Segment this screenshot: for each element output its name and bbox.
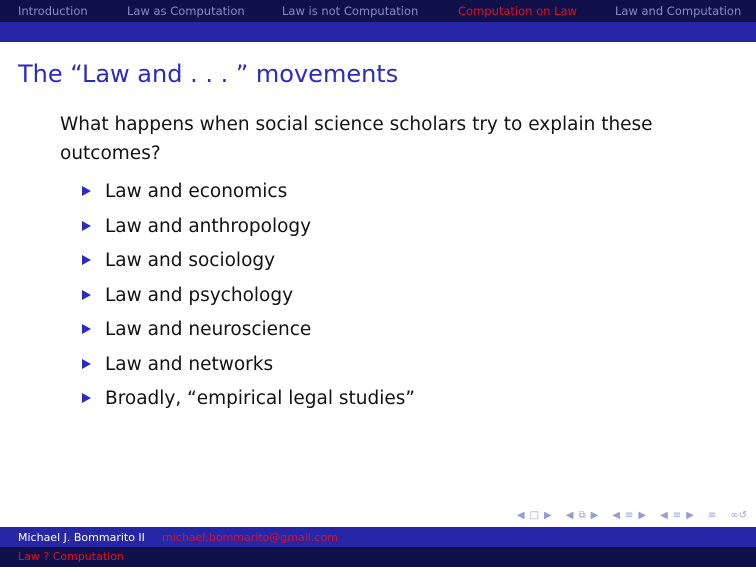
bullet-triangle-icon (82, 255, 91, 265)
slide-icon[interactable]: □ (529, 509, 540, 521)
beamer-navigation-controls (516, 508, 748, 522)
bullet-text: Law and economics (105, 181, 288, 202)
bullet-triangle-icon (82, 393, 91, 403)
bullet-triangle-icon (82, 324, 91, 334)
navigation-strip (0, 22, 756, 42)
slide-intro-text: What happens when social science scholars try to explain these outcomes? (60, 114, 653, 164)
list-item (78, 212, 415, 247)
list-item (78, 384, 415, 419)
footer-presentation-title: Law ? Computation (18, 550, 124, 563)
bullet-triangle-icon (82, 290, 91, 300)
align-icon[interactable]: ≡ (707, 509, 717, 521)
nav-item-law-is-not-computation[interactable]: Law is not Computation (282, 4, 419, 18)
next-section-arrow-icon[interactable]: ▶ (686, 509, 694, 521)
list-item (78, 281, 415, 316)
list-item (78, 177, 415, 212)
nav-item-law-and-computation[interactable]: Law and Computation (615, 4, 742, 18)
nav-item-law-as-computation[interactable]: Law as Computation (127, 4, 245, 18)
search-icon[interactable]: ∞↺ (730, 509, 747, 521)
prev-section-arrow-icon[interactable]: ◀ (660, 509, 668, 521)
bullet-text: Broadly, “empirical legal studies” (105, 388, 416, 409)
bullet-text: Law and networks (105, 353, 274, 375)
slide-title: The “Law and . . . ” movements (18, 60, 399, 88)
bullet-text: Law and neuroscience (105, 319, 312, 340)
subsection-icon[interactable]: ≡ (625, 509, 634, 521)
frame-icon[interactable]: ⧉ (578, 509, 586, 521)
prev-frame-arrow-icon[interactable]: ◀ (565, 509, 574, 521)
bullet-list (78, 177, 415, 419)
prev-subsection-arrow-icon[interactable]: ◀ (612, 509, 620, 521)
section-icon[interactable]: ≡ (672, 509, 682, 521)
list-item (78, 246, 415, 281)
top-navigation-bar (0, 0, 756, 22)
next-frame-arrow-icon[interactable]: ▶ (590, 509, 599, 521)
footer-author: Michael J. Bommarito II (18, 531, 145, 544)
prev-slide-arrow-icon[interactable]: ◀ (516, 509, 525, 521)
nav-item-computation-on-law[interactable]: Computation on Law (458, 4, 577, 18)
footer-email-link[interactable]: michael.bommarito@gmail.com (162, 531, 338, 544)
bullet-text: Law and sociology (105, 250, 276, 271)
bullet-triangle-icon (82, 359, 91, 369)
bullet-triangle-icon (82, 221, 91, 231)
nav-item-introduction[interactable]: Introduction (18, 4, 88, 18)
bullet-text: Law and anthropology (105, 215, 312, 237)
bullet-triangle-icon (82, 186, 91, 196)
list-item (78, 315, 415, 350)
next-slide-arrow-icon[interactable]: ▶ (544, 509, 552, 521)
bullet-text: Law and psychology (105, 284, 294, 306)
next-subsection-arrow-icon[interactable]: ▶ (638, 509, 647, 521)
list-item (78, 350, 415, 385)
